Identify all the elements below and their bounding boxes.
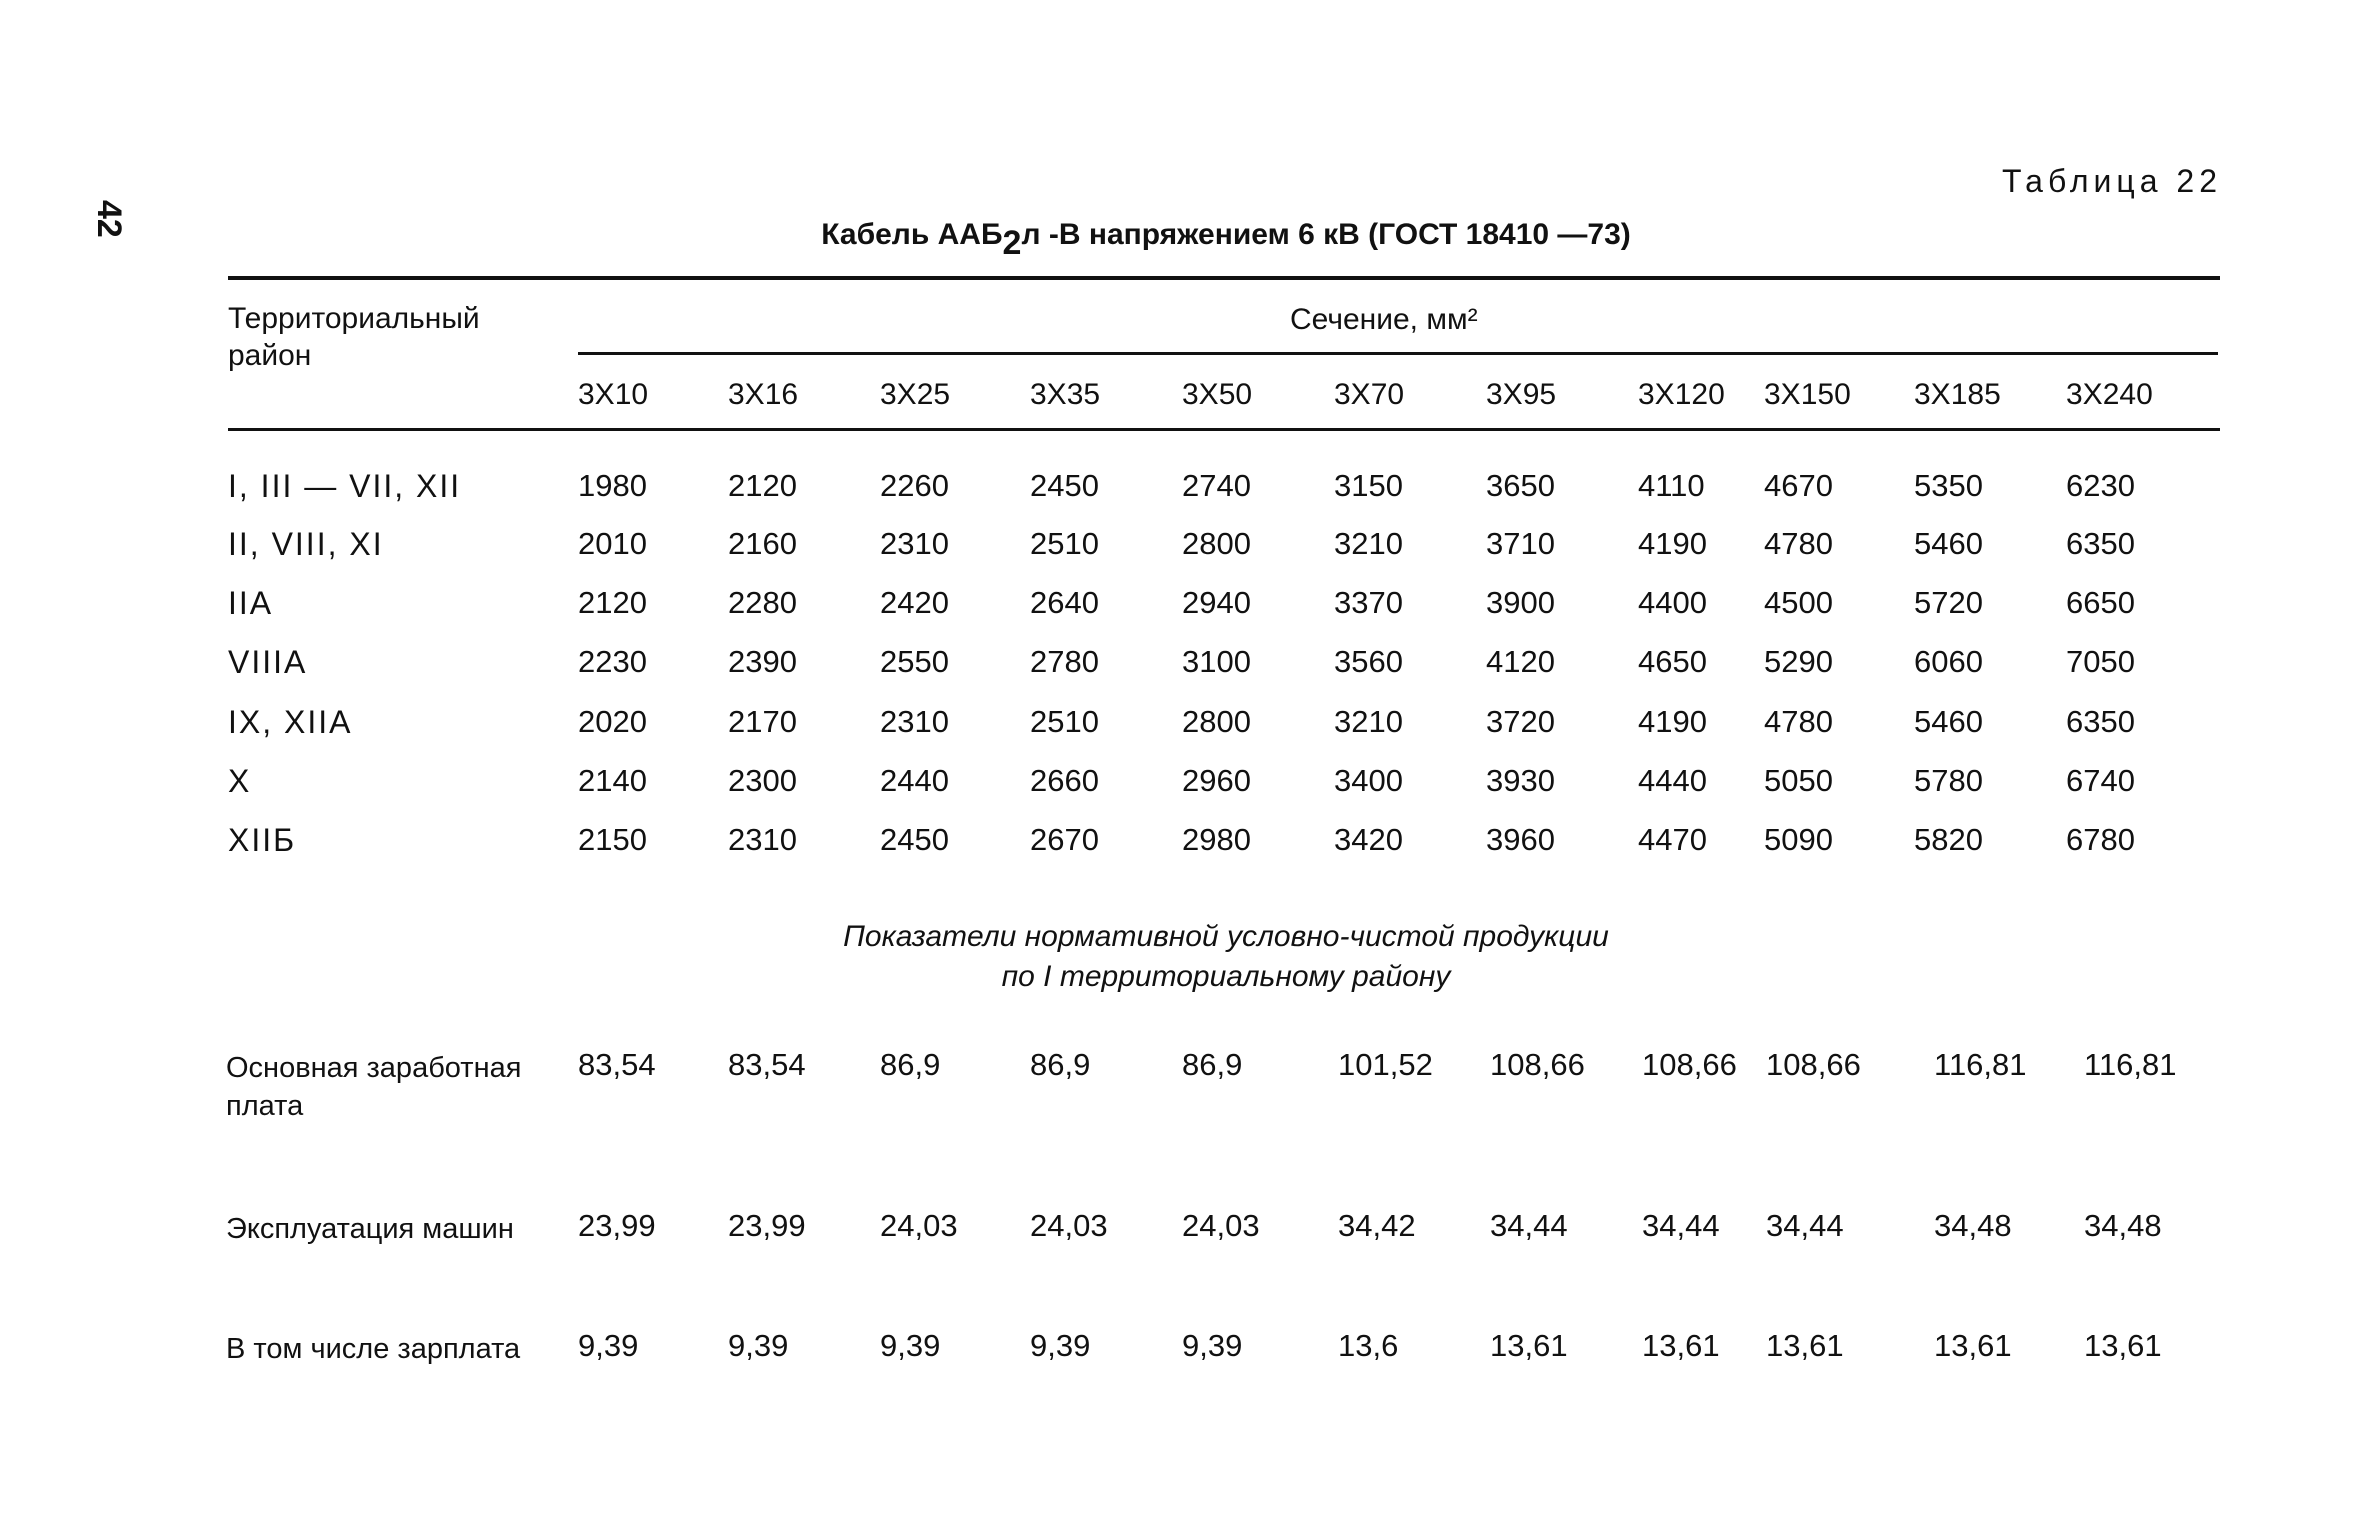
indicator-value: 13,61 <box>1642 1328 1720 1363</box>
price-cell: 3900 <box>1486 585 1555 620</box>
section-header: 3Х150 <box>1764 378 1851 411</box>
header-bottom-rule <box>228 428 2220 431</box>
price-cell: 4400 <box>1638 585 1707 620</box>
price-cell: 6780 <box>2066 822 2135 857</box>
section-header: 3Х25 <box>880 378 951 411</box>
price-cell: 3420 <box>1334 822 1403 857</box>
indicator-value: 101,52 <box>1338 1047 1433 1082</box>
section-header: 3Х120 <box>1638 378 1725 411</box>
region-cell: VIIIA <box>228 644 308 680</box>
indicator-value: 86,9 <box>880 1047 941 1082</box>
region-cell: II, VIII, XI <box>228 526 384 562</box>
table-label: Таблица 22 <box>2002 163 2222 199</box>
price-cell: 2310 <box>880 704 949 739</box>
price-cell: 2170 <box>728 704 797 739</box>
price-cell: 6350 <box>2066 704 2135 739</box>
section-header: 3Х35 <box>1030 378 1101 411</box>
price-cell: 2670 <box>1030 822 1099 857</box>
price-cell: 2800 <box>1182 704 1251 739</box>
price-cell: 2800 <box>1182 526 1251 561</box>
indicator-value: 13,61 <box>1766 1328 1844 1363</box>
indicator-value: 116,81 <box>2084 1047 2177 1082</box>
indicator-value: 34,44 <box>1642 1208 1720 1243</box>
price-cell: 5460 <box>1914 526 1983 561</box>
price-cell: 2140 <box>578 763 647 798</box>
price-cell: 4440 <box>1638 763 1707 798</box>
indicator-value: 34,48 <box>1934 1208 2012 1243</box>
section-header: 3Х185 <box>1914 378 2001 411</box>
price-cell: 3150 <box>1334 468 1403 503</box>
indicator-value: 116,81 <box>1934 1047 2027 1082</box>
section-header: 3Х10 <box>578 378 649 411</box>
price-cell: 3650 <box>1486 468 1555 503</box>
price-cell: 4190 <box>1638 526 1707 561</box>
price-cell: 2450 <box>1030 468 1099 503</box>
region-cell: X <box>228 763 252 799</box>
price-cell: 4780 <box>1764 526 1833 561</box>
indicator-value: 86,9 <box>1030 1047 1091 1082</box>
indicator-value: 83,54 <box>578 1047 656 1082</box>
price-cell: 4650 <box>1638 644 1707 679</box>
indicator-value: 23,99 <box>728 1208 806 1243</box>
indicator-value: 13,61 <box>2084 1328 2162 1363</box>
section-header: 3Х16 <box>728 378 799 411</box>
price-cell: 4670 <box>1764 468 1833 503</box>
section-header: 3Х50 <box>1182 378 1253 411</box>
price-cell: 5460 <box>1914 704 1983 739</box>
indicator-value: 9,39 <box>1030 1328 1091 1363</box>
price-cell: 2640 <box>1030 585 1099 620</box>
indicator-value: 24,03 <box>880 1208 958 1243</box>
price-cell: 6060 <box>1914 644 1983 679</box>
price-cell: 2260 <box>880 468 949 503</box>
price-cell: 2510 <box>1030 704 1099 739</box>
indicator-label: Основная заработная плата <box>226 1052 522 1122</box>
region-cell: IX, XIIA <box>228 704 353 740</box>
price-cell: 2230 <box>578 644 647 679</box>
indicators-title <box>0 917 2362 997</box>
price-cell: 4110 <box>1638 468 1705 503</box>
indicator-value: 34,44 <box>1766 1208 1844 1243</box>
price-cell: 5290 <box>1764 644 1833 679</box>
price-cell: 3400 <box>1334 763 1403 798</box>
indicator-value: 108,66 <box>1490 1047 1585 1082</box>
price-cell: 5780 <box>1914 763 1983 798</box>
region-cell: I, III — VII, XII <box>228 468 462 504</box>
price-cell: 2310 <box>728 822 797 857</box>
indicator-label: Эксплуатация машин <box>226 1213 514 1245</box>
indicator-value: 13,61 <box>1490 1328 1568 1363</box>
price-cell: 7050 <box>2066 644 2135 679</box>
indicator-value: 13,6 <box>1338 1328 1399 1363</box>
header-inner-rule <box>578 352 2218 355</box>
price-cell: 2550 <box>880 644 949 679</box>
price-cell: 6230 <box>2066 468 2135 503</box>
price-cell: 5820 <box>1914 822 1983 857</box>
indicator-value: 83,54 <box>728 1047 806 1082</box>
price-cell: 4500 <box>1764 585 1833 620</box>
page-number: 42 <box>90 200 128 238</box>
caption-subscript: 2 <box>1002 224 1022 262</box>
price-cell: 3100 <box>1182 644 1251 679</box>
price-cell: 2120 <box>728 468 797 503</box>
price-cell: 3720 <box>1486 704 1555 739</box>
price-cell: 2740 <box>1182 468 1251 503</box>
region-cell: IIA <box>228 585 274 621</box>
indicator-value: 9,39 <box>728 1328 789 1363</box>
price-cell: 2420 <box>880 585 949 620</box>
region-column-header: Территориальный район <box>228 302 480 372</box>
indicator-value: 9,39 <box>880 1328 941 1363</box>
indicator-value: 34,42 <box>1338 1208 1416 1243</box>
price-cell: 3210 <box>1334 704 1403 739</box>
price-cell: 4470 <box>1638 822 1707 857</box>
indicator-value: 9,39 <box>1182 1328 1243 1363</box>
price-cell: 5090 <box>1764 822 1833 857</box>
price-cell: 2510 <box>1030 526 1099 561</box>
indicator-value: 108,66 <box>1642 1047 1737 1082</box>
indicator-value: 23,99 <box>578 1208 656 1243</box>
section-header: 3Х70 <box>1334 378 1405 411</box>
region-cell: XIIБ <box>228 822 297 858</box>
price-cell: 4780 <box>1764 704 1833 739</box>
price-cell: 2160 <box>728 526 797 561</box>
price-cell: 6650 <box>2066 585 2135 620</box>
price-cell: 3930 <box>1486 763 1555 798</box>
caption-prefix: Кабель ААБ <box>821 218 1003 251</box>
indicators-title-line2: по I территориальному району <box>1001 960 1451 993</box>
price-cell: 4190 <box>1638 704 1707 739</box>
price-cell: 1980 <box>578 468 647 503</box>
price-cell: 2150 <box>578 822 647 857</box>
indicator-label: В том числе зарплата <box>226 1333 521 1365</box>
price-cell: 3370 <box>1334 585 1403 620</box>
price-cell: 2440 <box>880 763 949 798</box>
indicators-title-line1: Показатели нормативной условно-чистой продукции <box>843 920 1609 953</box>
price-cell: 6350 <box>2066 526 2135 561</box>
table-caption <box>0 218 2362 263</box>
price-cell: 2300 <box>728 763 797 798</box>
price-cell: 2780 <box>1030 644 1099 679</box>
price-cell: 5720 <box>1914 585 1983 620</box>
indicator-value: 86,9 <box>1182 1047 1243 1082</box>
price-cell: 2980 <box>1182 822 1251 857</box>
price-cell: 2450 <box>880 822 949 857</box>
price-cell: 2960 <box>1182 763 1251 798</box>
price-cell: 3210 <box>1334 526 1403 561</box>
price-cell: 3710 <box>1486 526 1555 561</box>
indicator-value: 34,44 <box>1490 1208 1568 1243</box>
indicator-value: 9,39 <box>578 1328 639 1363</box>
section-column-header: Сечение, мм² <box>1290 303 1478 336</box>
indicator-value: 13,61 <box>1934 1328 2012 1363</box>
section-header: 3Х240 <box>2066 378 2153 411</box>
price-cell: 5050 <box>1764 763 1833 798</box>
caption-suffix: л -В напряжением 6 кВ (ГОСТ 18410 —73) <box>1021 218 1631 251</box>
price-cell: 3960 <box>1486 822 1555 857</box>
price-cell: 2940 <box>1182 585 1251 620</box>
price-cell: 2660 <box>1030 763 1099 798</box>
section-header: 3Х95 <box>1486 378 1557 411</box>
price-cell: 3560 <box>1334 644 1403 679</box>
price-cell: 2390 <box>728 644 797 679</box>
table-top-rule <box>228 276 2220 280</box>
price-cell: 2010 <box>578 526 647 561</box>
price-cell: 5350 <box>1914 468 1983 503</box>
indicator-value: 108,66 <box>1766 1047 1861 1082</box>
price-cell: 6740 <box>2066 763 2135 798</box>
price-cell: 4120 <box>1486 644 1555 679</box>
price-cell: 2280 <box>728 585 797 620</box>
price-cell: 2020 <box>578 704 647 739</box>
indicator-value: 34,48 <box>2084 1208 2162 1243</box>
indicator-value: 24,03 <box>1030 1208 1108 1243</box>
indicator-value: 24,03 <box>1182 1208 1260 1243</box>
price-cell: 2120 <box>578 585 647 620</box>
price-cell: 2310 <box>880 526 949 561</box>
